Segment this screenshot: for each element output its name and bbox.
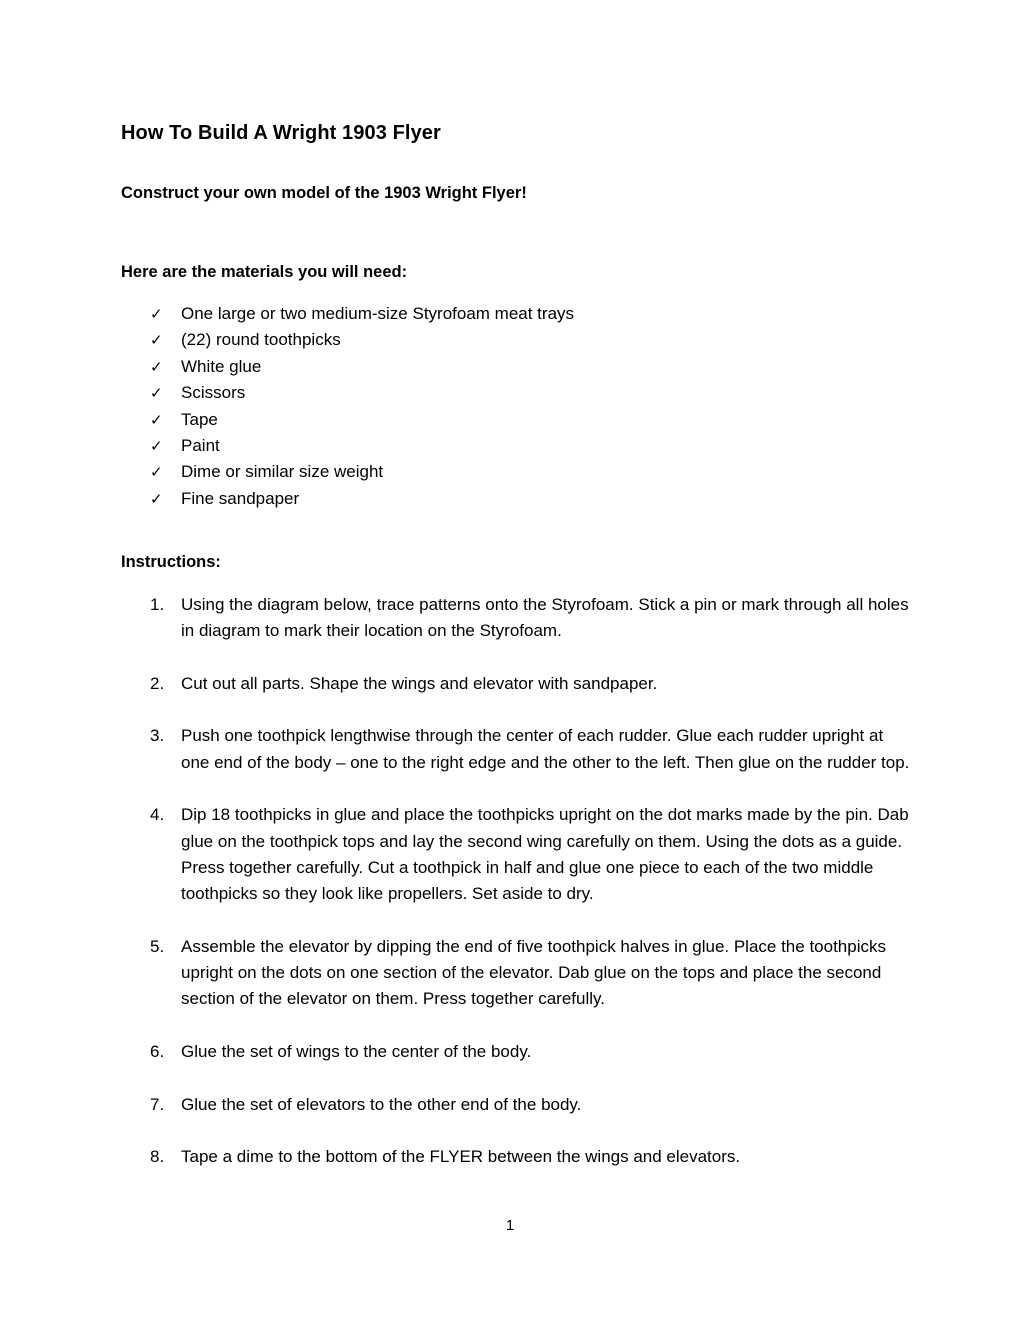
step-number: 1. — [150, 595, 165, 614]
list-item — [150, 328, 574, 354]
step-number: 4. — [150, 805, 165, 825]
check-mark-icon: ✓ — [150, 411, 163, 429]
instruction-step — [150, 934, 910, 1013]
material-label: One large or two medium-size Styrofoam meat trays — [181, 304, 575, 323]
step-number: 3. — [150, 726, 165, 746]
list-item — [150, 302, 574, 328]
instruction-step — [150, 1092, 910, 1118]
step-text: Using the diagram below, trace patterns onto the Styrofoam. Stick a pin or mark through all holes in diagram to mark their location on the Styrofoam. — [181, 595, 909, 641]
instruction-step — [150, 723, 910, 776]
step-number: 8. — [150, 1147, 165, 1167]
check-mark-icon: ✓ — [150, 306, 163, 323]
step-number: 5. — [150, 936, 165, 956]
list-item — [150, 460, 574, 486]
page-number: 1 — [505, 1217, 515, 1234]
materials-list — [150, 302, 574, 513]
list-item — [150, 381, 574, 407]
instruction-step — [150, 802, 910, 907]
check-mark-icon: ✓ — [150, 464, 163, 482]
list-item — [150, 355, 574, 381]
materials-heading: Here are the materials you will need: — [121, 263, 408, 281]
instruction-step — [150, 1039, 910, 1065]
check-mark-icon: ✓ — [150, 358, 163, 376]
step-text: Dip 18 toothpicks in glue and place the toothpicks upright on the dot marks made by the pin. Dab glue on the toothpick tops and lay the second wing carefully on them. Using the dots as a guide. Press together carefully. Cut a toothpick in half and glue one piece to each of the two middle toothpicks so they look like propellers. Set aside to dry. — [181, 805, 909, 904]
step-number: 2. — [150, 673, 165, 693]
material-label: Fine sandpaper — [181, 488, 300, 508]
step-text: Assemble the elevator by dipping the end of five toothpick halves in glue. Place the toothpicks upright on the dots on one section of the elevator. Dab glue on the tops and place the second section of the elevator on them. Press together carefully. — [181, 936, 886, 1009]
instructions-heading: Instructions: — [121, 553, 221, 571]
material-label: Paint — [181, 435, 220, 455]
instruction-step — [150, 671, 910, 697]
step-text: Tape a dime to the bottom of the FLYER between the wings and elevators. — [181, 1147, 741, 1167]
instruction-step — [150, 1144, 910, 1170]
document-subtitle: Construct your own model of the 1903 Wright Flyer! — [121, 184, 527, 202]
instruction-step — [150, 592, 910, 645]
check-mark-icon: ✓ — [150, 437, 163, 455]
list-item — [150, 487, 574, 513]
list-item — [150, 434, 574, 460]
check-mark-icon: ✓ — [150, 332, 163, 350]
document-title: How To Build A Wright 1903 Flyer — [121, 122, 441, 144]
material-label: Dime or similar size weight — [181, 462, 384, 482]
material-label: Scissors — [181, 383, 246, 403]
step-text: Glue the set of elevators to the other end of the body. — [181, 1094, 582, 1114]
material-label: White glue — [181, 356, 262, 376]
step-number: 6. — [150, 1042, 165, 1062]
step-number: 7. — [150, 1094, 165, 1114]
check-mark-icon: ✓ — [150, 490, 163, 508]
list-item — [150, 408, 574, 434]
step-text: Cut out all parts. Shape the wings and elevator with sandpaper. — [181, 673, 658, 693]
step-text: Push one toothpick lengthwise through the center of each rudder. Glue each rudder upright at one end of the body – one to the right edge and the other to the left. Then glue on the rudder top. — [181, 726, 910, 772]
check-mark-icon: ✓ — [150, 385, 163, 403]
material-label: Tape — [181, 409, 218, 429]
step-text: Glue the set of wings to the center of the body. — [181, 1042, 532, 1062]
instructions-list — [150, 592, 910, 1197]
material-label: (22) round toothpicks — [181, 330, 341, 350]
